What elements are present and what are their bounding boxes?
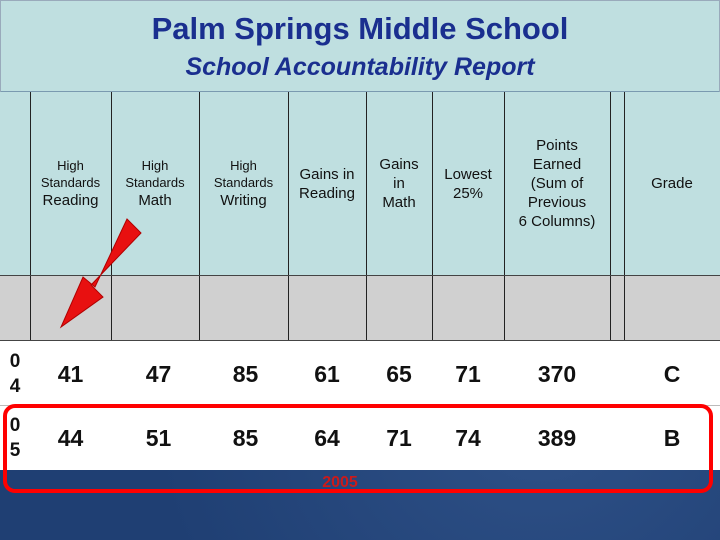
cell-2004-hs-math: 47: [145, 360, 172, 387]
cell-2005-gains-math: 71: [386, 424, 412, 451]
header-text: Earned: [532, 156, 582, 173]
year-digit: 5: [9, 440, 21, 461]
header-text: 6 Columns): [518, 213, 596, 230]
header-text: Points: [536, 137, 578, 154]
cell-2005-points: 389: [537, 424, 577, 451]
header-text: Writing: [220, 191, 267, 209]
cell-2004-gains-reading: 61: [314, 360, 340, 387]
header-text: 25%: [452, 184, 484, 202]
header-text: Math: [382, 194, 416, 211]
cell-2004-hs-reading: 41: [57, 360, 84, 387]
header-text: High: [141, 157, 169, 173]
header-text: (Sum of: [530, 175, 584, 192]
title-box: [0, 0, 720, 93]
cell-2005-gains-reading: 64: [314, 424, 340, 451]
column-header-gains-math: [366, 92, 432, 275]
page-subtitle: School Accountability Report: [185, 53, 535, 81]
column-header-gains-reading: [288, 92, 366, 275]
header-text: Lowest: [444, 165, 492, 183]
highlight-year-label: 2005: [322, 474, 358, 491]
header-text: in: [393, 175, 405, 192]
header-text: Grade: [651, 175, 693, 192]
header-text: Reading: [42, 191, 99, 209]
red-arrow-icon: [55, 215, 145, 335]
header-text: Standards: [213, 174, 274, 190]
header-text: Gains: [379, 156, 419, 173]
column-header-grade: [624, 92, 720, 275]
cell-2004-lowest-25: 71: [455, 360, 481, 387]
column-header-points-earned: [504, 92, 610, 275]
year-digit: 4: [9, 376, 21, 397]
column-header-lowest-25: [432, 92, 504, 275]
cell-2005-grade: B: [663, 424, 681, 451]
header-text: Standards: [125, 174, 185, 190]
header-text: Math: [138, 191, 172, 209]
cell-2005-lowest-25: 74: [455, 424, 481, 451]
cell-2005-hs-writing: 85: [232, 424, 259, 451]
header-text: Standards: [40, 174, 101, 190]
cell-2004-grade: C: [663, 360, 681, 387]
header-text: Gains in: [299, 165, 355, 183]
grid-line: [0, 340, 720, 341]
cell-2005-hs-reading: 44: [57, 424, 84, 451]
header-text: Reading: [299, 184, 355, 202]
page-title: Palm Springs Middle School: [151, 11, 569, 46]
year-digit: 0: [9, 351, 21, 372]
year-digit: 0: [9, 415, 21, 436]
grid-line: [610, 92, 611, 340]
header-text: High: [57, 157, 84, 173]
header-text: Previous: [527, 194, 587, 211]
cell-2004-gains-math: 65: [386, 360, 412, 387]
cell-2005-hs-math: 51: [145, 424, 172, 451]
column-header-hs-writing: [199, 92, 288, 275]
cell-2004-hs-writing: 85: [232, 360, 259, 387]
row-year-2004: [0, 342, 30, 406]
cell-2004-points: 370: [537, 360, 577, 387]
header-text: High: [230, 157, 257, 173]
